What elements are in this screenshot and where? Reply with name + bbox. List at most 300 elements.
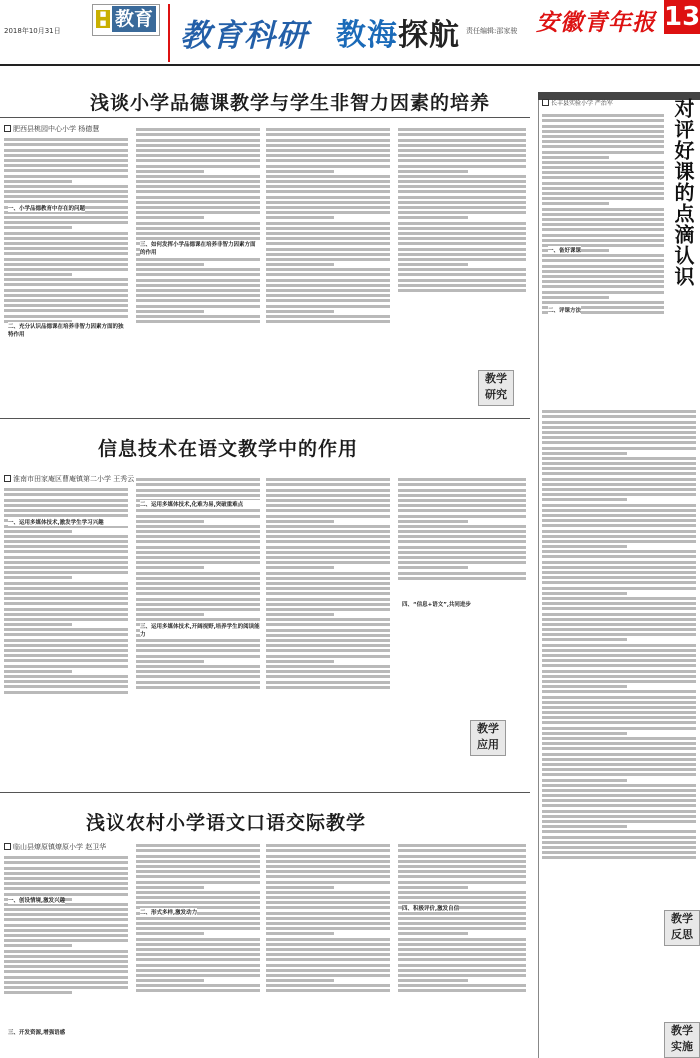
text-line-placeholder xyxy=(266,185,390,188)
text-line-placeholder xyxy=(4,939,128,942)
text-line-placeholder xyxy=(4,877,128,880)
article-2-subhead-3: 三、运用多媒体技术,开阔视野,培养学生的阅读能力 xyxy=(140,624,260,638)
text-line-placeholder xyxy=(136,180,260,183)
article-3-subhead-2: 二、形式多样,激发动力 xyxy=(140,910,198,916)
text-line-placeholder xyxy=(542,602,696,605)
text-line-placeholder xyxy=(136,268,260,271)
text-line-placeholder xyxy=(542,509,696,512)
text-line-placeholder xyxy=(136,206,260,209)
text-line-placeholder xyxy=(542,659,696,662)
text-line-placeholder xyxy=(266,592,390,595)
text-line-placeholder xyxy=(398,133,526,136)
text-line-placeholder xyxy=(398,206,526,209)
text-line-placeholder xyxy=(4,493,128,496)
article-2-subhead-2: 二、运用多媒体技术,化难为易,突破重难点 xyxy=(140,500,260,508)
text-line-placeholder xyxy=(4,685,128,688)
text-line-placeholder xyxy=(4,861,128,864)
text-line-placeholder xyxy=(542,182,664,185)
text-line-placeholder xyxy=(398,870,526,873)
text-line-placeholder xyxy=(398,237,526,240)
text-line-placeholder xyxy=(4,587,128,590)
text-line-placeholder xyxy=(542,285,664,288)
text-line-placeholder xyxy=(136,149,260,152)
text-line-placeholder xyxy=(542,176,664,179)
text-line-placeholder xyxy=(4,283,128,286)
text-line-placeholder xyxy=(542,716,696,719)
text-line-placeholder xyxy=(542,753,696,756)
text-line-placeholder xyxy=(266,917,390,920)
text-line-placeholder xyxy=(266,629,390,632)
text-line-placeholder xyxy=(4,304,128,307)
text-line-placeholder xyxy=(136,855,260,858)
text-line-placeholder xyxy=(136,587,260,590)
section-title-sub: 探航 xyxy=(398,18,460,53)
text-line-placeholder xyxy=(4,315,128,318)
text-line-placeholder xyxy=(4,309,128,312)
text-line-placeholder xyxy=(136,478,260,481)
text-line-placeholder xyxy=(542,555,696,558)
text-line-placeholder xyxy=(266,670,390,673)
text-line-placeholder xyxy=(542,623,696,626)
text-line-placeholder xyxy=(266,655,390,658)
text-line-placeholder xyxy=(136,566,204,569)
text-line-placeholder xyxy=(136,561,260,564)
header-divider xyxy=(168,4,170,62)
text-line-placeholder xyxy=(542,493,696,496)
text-line-placeholder xyxy=(4,929,128,932)
text-line-placeholder xyxy=(266,912,390,915)
text-line-placeholder xyxy=(136,938,260,941)
text-line-placeholder xyxy=(4,976,128,979)
article-4-author: 长丰县实验小学 严治军 xyxy=(542,98,613,107)
text-line-placeholder xyxy=(266,315,390,318)
text-line-placeholder xyxy=(136,901,260,904)
text-line-placeholder xyxy=(266,577,390,580)
text-line-placeholder xyxy=(136,175,260,178)
article-1-author: 肥西县桃园中心小学 杨德慧 xyxy=(4,124,99,134)
text-line-placeholder xyxy=(4,535,128,538)
text-line-placeholder xyxy=(266,891,390,894)
text-line-placeholder xyxy=(136,849,260,852)
text-line-placeholder xyxy=(398,242,526,245)
text-line-placeholder xyxy=(398,154,526,157)
text-line-placeholder xyxy=(4,540,128,543)
article-3-subhead-4: 四、积极评价,激发自信 xyxy=(402,906,460,912)
text-line-placeholder xyxy=(4,955,128,958)
article-1-col-4 xyxy=(398,126,526,366)
calligraphy-title: 教育科研 xyxy=(180,18,308,54)
text-line-placeholder xyxy=(266,896,390,899)
text-line-placeholder xyxy=(542,540,696,543)
text-line-placeholder xyxy=(542,472,696,475)
text-line-placeholder xyxy=(542,779,627,782)
text-line-placeholder xyxy=(398,969,526,972)
text-line-placeholder xyxy=(4,654,128,657)
text-line-placeholder xyxy=(542,119,664,122)
text-line-placeholder xyxy=(542,166,664,169)
text-line-placeholder xyxy=(266,144,390,147)
text-line-placeholder xyxy=(266,870,390,873)
text-line-placeholder xyxy=(542,727,696,730)
text-line-placeholder xyxy=(266,644,390,647)
text-line-placeholder xyxy=(4,299,128,302)
article-1-col-1 xyxy=(4,136,128,408)
text-line-placeholder xyxy=(542,125,664,128)
text-line-placeholder xyxy=(136,540,260,543)
text-line-placeholder xyxy=(542,711,696,714)
text-line-placeholder xyxy=(542,607,696,610)
text-line-placeholder xyxy=(136,603,260,606)
text-line-placeholder xyxy=(398,566,468,569)
text-line-placeholder xyxy=(4,623,72,626)
text-line-placeholder xyxy=(4,950,128,953)
text-line-placeholder xyxy=(266,227,390,230)
text-line-placeholder xyxy=(266,237,390,240)
text-line-placeholder xyxy=(266,932,334,935)
text-line-placeholder xyxy=(4,691,128,694)
text-line-placeholder xyxy=(136,881,260,884)
text-line-placeholder xyxy=(398,222,526,225)
article-1-subhead-3: 三、如何发挥小学品德课在培养非智力因素方面的作用 xyxy=(140,240,260,256)
text-line-placeholder xyxy=(266,273,390,276)
article-3-tag: 教学 实施 xyxy=(664,1022,700,1058)
text-line-placeholder xyxy=(4,258,128,261)
text-line-placeholder xyxy=(542,478,696,481)
text-line-placeholder xyxy=(136,665,260,668)
text-line-placeholder xyxy=(266,489,390,492)
text-line-placeholder xyxy=(542,441,696,444)
text-line-placeholder xyxy=(266,969,390,972)
text-line-placeholder xyxy=(136,315,260,318)
text-line-placeholder xyxy=(542,130,664,133)
text-line-placeholder xyxy=(4,149,128,152)
text-line-placeholder xyxy=(266,546,390,549)
text-line-placeholder xyxy=(136,165,260,168)
text-line-placeholder xyxy=(136,969,260,972)
text-line-placeholder xyxy=(398,190,526,193)
text-line-placeholder xyxy=(4,550,128,553)
text-line-placeholder xyxy=(398,855,526,858)
text-line-placeholder xyxy=(398,943,526,946)
text-line-placeholder xyxy=(4,566,128,569)
text-line-placeholder xyxy=(542,747,696,750)
text-line-placeholder xyxy=(542,228,664,231)
text-line-placeholder xyxy=(266,979,334,982)
text-line-placeholder xyxy=(542,530,696,533)
text-line-placeholder xyxy=(4,273,72,276)
text-line-placeholder xyxy=(398,865,526,868)
article-4-col-top xyxy=(542,112,664,402)
text-line-placeholder xyxy=(136,870,260,873)
text-line-placeholder xyxy=(136,284,260,287)
text-line-placeholder xyxy=(136,279,260,282)
text-line-placeholder xyxy=(266,165,390,168)
text-line-placeholder xyxy=(266,279,390,282)
text-line-placeholder xyxy=(398,263,468,266)
text-line-placeholder xyxy=(136,170,204,173)
text-line-placeholder xyxy=(542,670,696,673)
text-line-placeholder xyxy=(398,128,526,131)
text-line-placeholder xyxy=(266,649,390,652)
text-line-placeholder xyxy=(4,882,128,885)
section-title xyxy=(336,10,460,54)
text-line-placeholder xyxy=(542,825,627,828)
text-line-placeholder xyxy=(398,932,468,935)
text-line-placeholder xyxy=(136,655,260,658)
text-line-placeholder xyxy=(136,660,204,663)
text-line-placeholder xyxy=(136,305,260,308)
text-line-placeholder xyxy=(136,592,260,595)
text-line-placeholder xyxy=(398,974,526,977)
text-line-placeholder xyxy=(266,953,390,956)
text-line-placeholder xyxy=(542,587,696,590)
text-line-placeholder xyxy=(398,159,526,162)
text-line-placeholder xyxy=(266,294,390,297)
text-line-placeholder xyxy=(398,530,526,533)
text-line-placeholder xyxy=(266,886,334,889)
text-line-placeholder xyxy=(4,159,128,162)
text-line-placeholder xyxy=(266,540,390,543)
text-line-placeholder xyxy=(398,953,526,956)
text-line-placeholder xyxy=(542,457,696,460)
text-line-placeholder xyxy=(542,301,664,304)
text-line-placeholder xyxy=(266,289,390,292)
text-line-placeholder xyxy=(542,545,627,548)
text-line-placeholder xyxy=(542,192,664,195)
text-line-placeholder xyxy=(398,948,526,951)
text-line-placeholder xyxy=(542,208,664,211)
text-line-placeholder xyxy=(398,494,526,497)
article-4-subhead-2: 二、评课方法 xyxy=(548,308,582,314)
text-line-placeholder xyxy=(542,135,664,138)
text-line-placeholder xyxy=(4,649,128,652)
text-line-placeholder xyxy=(542,851,696,854)
article-4-title: 对评好课的点滴认识 xyxy=(671,98,695,287)
text-line-placeholder xyxy=(266,634,390,637)
text-line-placeholder xyxy=(136,494,260,497)
text-line-placeholder xyxy=(398,248,526,251)
text-line-placeholder xyxy=(398,989,526,992)
text-line-placeholder xyxy=(542,758,696,761)
text-line-placeholder xyxy=(398,515,526,518)
text-line-placeholder xyxy=(542,296,609,299)
text-line-placeholder xyxy=(266,222,390,225)
text-line-placeholder xyxy=(266,242,390,245)
text-line-placeholder xyxy=(398,180,526,183)
text-line-placeholder xyxy=(4,190,128,193)
text-line-placeholder xyxy=(4,665,128,668)
text-line-placeholder xyxy=(398,211,526,214)
text-line-placeholder xyxy=(4,289,128,292)
text-line-placeholder xyxy=(542,638,627,641)
text-line-placeholder xyxy=(136,844,260,847)
text-line-placeholder xyxy=(266,844,390,847)
text-line-placeholder xyxy=(136,943,260,946)
text-line-placeholder xyxy=(542,737,696,740)
text-line-placeholder xyxy=(4,887,128,890)
text-line-placeholder xyxy=(542,535,696,538)
text-line-placeholder xyxy=(398,891,526,894)
text-line-placeholder xyxy=(136,159,260,162)
text-line-placeholder xyxy=(266,499,390,502)
text-line-placeholder xyxy=(542,815,696,818)
text-line-placeholder xyxy=(4,644,128,647)
text-line-placeholder xyxy=(136,896,260,899)
text-line-placeholder xyxy=(136,927,260,930)
text-line-placeholder xyxy=(136,289,260,292)
article-2-title: 信息技术在语文教学中的作用 xyxy=(98,438,359,460)
article-3-author: 临山县燎原镇燎原小学 赵卫华 xyxy=(4,842,106,852)
article-4-tag: 教学 反思 xyxy=(664,910,700,946)
text-line-placeholder xyxy=(266,974,390,977)
text-line-placeholder xyxy=(266,258,390,261)
text-line-placeholder xyxy=(266,211,390,214)
text-line-placeholder xyxy=(398,253,526,256)
text-line-placeholder xyxy=(266,572,390,575)
text-line-placeholder xyxy=(542,768,696,771)
text-line-placeholder xyxy=(266,190,390,193)
text-line-placeholder xyxy=(398,546,526,549)
text-line-placeholder xyxy=(136,530,260,533)
article-3-col-2 xyxy=(136,842,260,1058)
article-1-col-2 xyxy=(136,126,260,408)
text-line-placeholder xyxy=(136,190,260,193)
text-line-placeholder xyxy=(136,974,260,977)
text-line-placeholder xyxy=(266,170,334,173)
text-line-placeholder xyxy=(542,836,696,839)
text-line-placeholder xyxy=(266,660,334,663)
page-number: 13 xyxy=(664,2,700,32)
text-line-placeholder xyxy=(398,886,468,889)
text-line-placeholder xyxy=(398,860,526,863)
text-line-placeholder xyxy=(398,504,526,507)
section-chip-label: 教育 xyxy=(112,6,156,32)
text-line-placeholder xyxy=(542,742,696,745)
text-line-placeholder xyxy=(542,415,696,418)
text-line-placeholder xyxy=(266,948,390,951)
text-line-placeholder xyxy=(542,223,664,226)
text-line-placeholder xyxy=(266,849,390,852)
text-line-placeholder xyxy=(4,908,128,911)
text-line-placeholder xyxy=(4,628,128,631)
article-2-col-3 xyxy=(266,476,390,784)
text-line-placeholder xyxy=(398,279,526,282)
text-line-placeholder xyxy=(4,944,72,947)
text-line-placeholder xyxy=(266,551,390,554)
text-line-placeholder xyxy=(4,576,72,579)
text-line-placeholder xyxy=(4,918,128,921)
text-line-placeholder xyxy=(136,258,260,261)
article-2-subhead-1: 一、运用多媒体技术,激发学生学习兴趣 xyxy=(8,518,128,526)
text-line-placeholder xyxy=(542,732,627,735)
article-3-subhead-1: 一、创设情境,激发兴趣 xyxy=(8,898,66,904)
text-line-placeholder xyxy=(4,970,128,973)
article-3-title: 浅议农村小学语文口语交际教学 xyxy=(86,812,367,834)
text-line-placeholder xyxy=(4,504,128,507)
text-line-placeholder xyxy=(4,232,128,235)
text-line-placeholder xyxy=(398,232,526,235)
text-line-placeholder xyxy=(136,964,260,967)
text-line-placeholder xyxy=(136,273,260,276)
text-line-placeholder xyxy=(136,489,260,492)
text-line-placeholder xyxy=(136,979,204,982)
text-line-placeholder xyxy=(4,913,128,916)
text-line-placeholder xyxy=(266,582,390,585)
text-line-placeholder xyxy=(266,989,390,992)
text-line-placeholder xyxy=(398,875,526,878)
text-line-placeholder xyxy=(266,525,390,528)
article-1-subhead-2: 二、充分认识品德课在培养非智力因素方面的独特作用 xyxy=(8,322,128,338)
text-line-placeholder xyxy=(4,592,128,595)
text-line-placeholder xyxy=(542,151,664,154)
text-line-placeholder xyxy=(542,275,664,278)
text-line-placeholder xyxy=(4,252,128,255)
text-line-placeholder xyxy=(542,664,696,667)
text-line-placeholder xyxy=(398,489,526,492)
text-line-placeholder xyxy=(4,633,128,636)
article-3-col-3 xyxy=(266,842,390,1058)
text-line-placeholder xyxy=(136,509,260,512)
text-line-placeholder xyxy=(398,144,526,147)
text-line-placeholder xyxy=(4,138,128,141)
text-line-placeholder xyxy=(4,200,128,203)
text-line-placeholder xyxy=(398,556,526,559)
article-2-rule xyxy=(0,418,530,419)
text-line-placeholder xyxy=(398,165,526,168)
text-line-placeholder xyxy=(136,639,260,642)
text-line-placeholder xyxy=(542,628,696,631)
text-line-placeholder xyxy=(266,248,390,251)
text-line-placeholder xyxy=(136,535,260,538)
text-line-placeholder xyxy=(136,577,260,580)
article-2-author: 淮南市田家庵区曹庵镇第二小学 王秀云 xyxy=(4,474,134,484)
text-line-placeholder xyxy=(4,639,128,642)
text-line-placeholder xyxy=(542,581,696,584)
text-line-placeholder xyxy=(266,686,390,689)
text-line-placeholder xyxy=(136,572,260,575)
text-line-placeholder xyxy=(266,865,390,868)
text-line-placeholder xyxy=(398,927,526,930)
text-line-placeholder xyxy=(266,587,390,590)
text-line-placeholder xyxy=(542,421,696,424)
text-line-placeholder xyxy=(136,515,260,518)
text-line-placeholder xyxy=(266,232,390,235)
text-line-placeholder xyxy=(266,855,390,858)
text-line-placeholder xyxy=(542,265,664,268)
text-line-placeholder xyxy=(136,886,204,889)
text-line-placeholder xyxy=(266,159,390,162)
text-line-placeholder xyxy=(266,561,390,564)
text-line-placeholder xyxy=(542,171,664,174)
text-line-placeholder xyxy=(542,410,696,413)
text-line-placeholder xyxy=(542,685,627,688)
text-line-placeholder xyxy=(136,185,260,188)
text-line-placeholder xyxy=(266,180,390,183)
text-line-placeholder xyxy=(266,964,390,967)
text-line-placeholder xyxy=(136,618,260,621)
text-line-placeholder xyxy=(136,675,260,678)
text-line-placeholder xyxy=(136,551,260,554)
text-line-placeholder xyxy=(398,268,526,271)
article-3-rule xyxy=(0,792,530,793)
article-4-subhead-1: 一、备好课课 xyxy=(548,248,582,254)
text-line-placeholder xyxy=(266,263,334,266)
text-line-placeholder xyxy=(4,247,128,250)
text-line-placeholder xyxy=(542,483,696,486)
text-line-placeholder xyxy=(398,216,468,219)
text-line-placeholder xyxy=(136,211,260,214)
text-line-placeholder xyxy=(266,206,390,209)
